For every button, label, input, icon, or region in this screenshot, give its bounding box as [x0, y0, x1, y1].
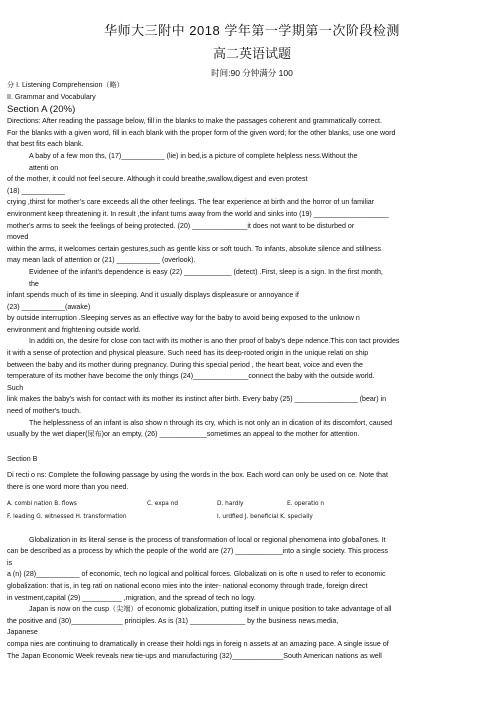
passage-line: compa nies are continuing to dramatically in crease their holdi ngs in foreig n assets at an amazing pace. A single issue of [7, 639, 389, 648]
passage-line: A baby of a few mon ths, (17)___________ (lie) in bed,is a picture of complete helpless ness.Without the [29, 151, 358, 160]
section-a-directions: that best fits each blank. [7, 140, 84, 149]
word-box-item: F. leading G. witnessed H. transformation [7, 513, 127, 520]
passage-line: of the mother, it could not feel secure. Although it could breathe,swallow,digest and even protest [7, 175, 308, 184]
passage-line: (18) ___________ [7, 186, 65, 195]
passage-line: Japanese [7, 628, 38, 637]
section-b-heading: Section B [7, 454, 38, 463]
exam-subtitle: 高二英语试题 [212, 46, 291, 61]
passage-line: The Japan Economic Week reveals new tie-ups and manufacturing (32)_____________South American nations as well [7, 651, 382, 660]
passage-line: Japan is now on the cusp（尖端）of economic globalization, putting itself in unique position to take advantage of all [29, 605, 392, 614]
word-box-item: D. hardly [217, 500, 244, 507]
exam-body [7, 80, 499, 662]
passage-line: link makes the baby's wish for contact with its mother its instinct after birth. Every baby (25) ________________ (bear) in [7, 395, 387, 404]
word-box-item: C. expa nd [147, 500, 179, 507]
passage-line: infant spends much of its time in sleeping. And it usually displays displeasure or annoyance if [7, 291, 299, 300]
section-a-heading: Section A (20%) [7, 104, 76, 116]
passage-line: temperature of its mother have become the only things (24)______________connect the baby with the outside world. [7, 372, 375, 381]
exam-time: 时间:90 分钟满分 100 [211, 68, 293, 78]
passage-line: environment and frightening outside world. [7, 325, 141, 334]
passage-line: a (n) (28)___________ of economic, tech no logical and political forces. Globalizati on is ofte n used to refer to economic [7, 570, 386, 579]
word-box-row [7, 511, 499, 524]
passage-line: The helplessness of an infant is also show n through its cry, which is not only an in dication of its discomfort, caused [29, 418, 393, 427]
passage-line: in vestment,capital (29) __________ ,migration, and the spread of tech no logy. [7, 593, 256, 602]
passage-line: mother's arms to seek the feelings of being protected. (20) ______________it does not want to be disturbed or [7, 221, 355, 230]
exam-title: 华师大三附中 2018 学年第一学期第一次阶段检测 [104, 23, 400, 38]
passage-line: need of mother's touch. [7, 407, 81, 416]
word-box-item: A. combi nation B. flows [7, 500, 77, 507]
section-b-directions: there is one word more than you need. [7, 483, 129, 491]
passage-line: the positive and (30)_____________ principles. As is (31) ______________ by the business news.media, [7, 616, 339, 625]
section-a-directions: For the blanks with a given word, fill in each blank with the proper form of the given word; for the other blanks, use one word [7, 128, 396, 137]
part-grammar: II. Grammar and Vocabulary [7, 92, 96, 101]
passage-line: usually by the wet diaper(尿布)or an empty, (26) ____________sometimes an appeal to the mother for attention. [7, 430, 360, 439]
word-box-item: I. urdfied J. beneficial K. specially [217, 513, 313, 520]
passage-line: within the arms, it welcomes certain gestures,such as gentle kiss or soft touch. To infants, absolute silence and stillness [7, 244, 382, 253]
section-a-directions: Directions: After reading the passage below, fill in the blanks to make the passages coherent and grammatically correct. [7, 117, 382, 126]
passage-line: between the baby and its mother during pregnancy. During this special period , the heart beat, voice and even the [7, 360, 363, 369]
part-listening: 分 I. Listening Comprehension（略） [7, 81, 124, 89]
word-box-item: E. operatio n [287, 500, 325, 507]
passage-line: Evidenee of the infant's dependence is easy (22) ____________ (detect) .First, sleep is a sign. In the first month, [29, 267, 383, 276]
passage-line: globalization: that is, in teg rati on national econo mies into the inter- national economy through trade, foreign direct [7, 581, 368, 590]
passage-line: moved [7, 233, 29, 242]
passage-line: by outside interruption .Sleeping serves as an effective way for the baby to avoid being exposed to the unknow n [7, 314, 360, 323]
passage-line: attenti on [29, 163, 59, 172]
passage-line: may mean lack of attention or (21) ___________ (overlook). [7, 256, 196, 265]
passage-line: it with a sense of protection and physical pleasure. Such need has its deep-rooted origin in the unique relati on ship [7, 349, 369, 358]
word-box-row [7, 498, 499, 511]
passage-line: In additi on, the desire for close con tact with its mother is ano ther proof of baby's depe ndence.This con tact provides [29, 337, 400, 346]
passage-line: the [29, 279, 39, 288]
passage-line: (23) ___________(awake) [7, 302, 91, 311]
passage-line: Such [7, 383, 24, 392]
section-b-directions: Di recti o ns: Complete the following passage by using the words in the box. Each word can only be used on ce. Note that [7, 471, 388, 480]
passage-line: environment keep threatening it. In result ,the infant turns away from the world and sinks into (19) ___________________ [7, 209, 389, 218]
passage-line: is [7, 558, 13, 567]
passage-line: Globalization in its literal sense is the process of transformation of local or regional phenomena into global'ones. It [29, 535, 386, 544]
passage-line: can be described as a process by which the people of the world are (27) ____________into a single society. This process [7, 547, 389, 556]
passage-line: crying ,thirst for mother’s care exceeds all the other feelings. The fear experience at birth and the horror of un familiar [7, 198, 375, 207]
